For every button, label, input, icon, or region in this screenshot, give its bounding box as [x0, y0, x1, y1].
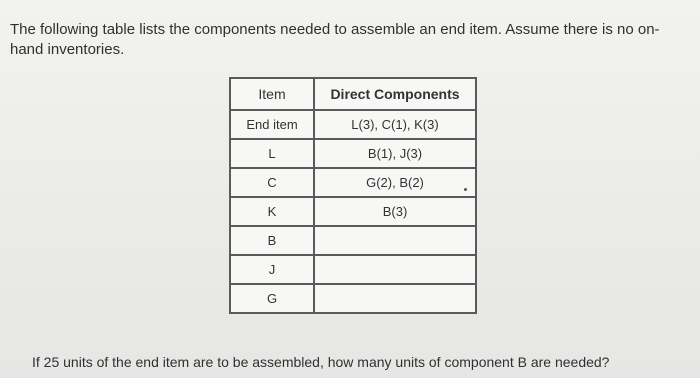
problem-statement-line-2: hand inventories. [10, 41, 125, 58]
header-item: Item [230, 78, 314, 110]
components-cell: B(3) [314, 197, 476, 226]
question-text: If 25 units of the end item are to be assembled, how many units of component B are needed? [32, 354, 610, 370]
item-cell: C [230, 168, 314, 197]
table-row [230, 168, 476, 197]
components-cell [314, 284, 476, 313]
item-cell: B [230, 226, 314, 255]
table-row [230, 226, 476, 255]
table-row [230, 255, 476, 284]
table-header-row [230, 78, 476, 110]
components-cell: L(3), C(1), K(3) [314, 110, 476, 139]
components-cell [314, 255, 476, 284]
item-cell: J [230, 255, 314, 284]
header-direct-components: Direct Components [314, 78, 476, 110]
table-row [230, 139, 476, 168]
item-cell: G [230, 284, 314, 313]
table-row [230, 284, 476, 313]
problem-statement [10, 20, 690, 59]
components-cell [314, 226, 476, 255]
problem-statement-line-1: The following table lists the components needed to assemble an end item. Assume there is no on- [10, 21, 660, 38]
table-row [230, 197, 476, 226]
item-cell: K [230, 197, 314, 226]
components-cell: B(1), J(3) [314, 139, 476, 168]
table-row [230, 110, 476, 139]
stray-dot [464, 188, 467, 191]
item-cell: L [230, 139, 314, 168]
item-cell: End item [230, 110, 314, 139]
components-cell: G(2), B(2) [314, 168, 476, 197]
components-table [229, 77, 477, 314]
